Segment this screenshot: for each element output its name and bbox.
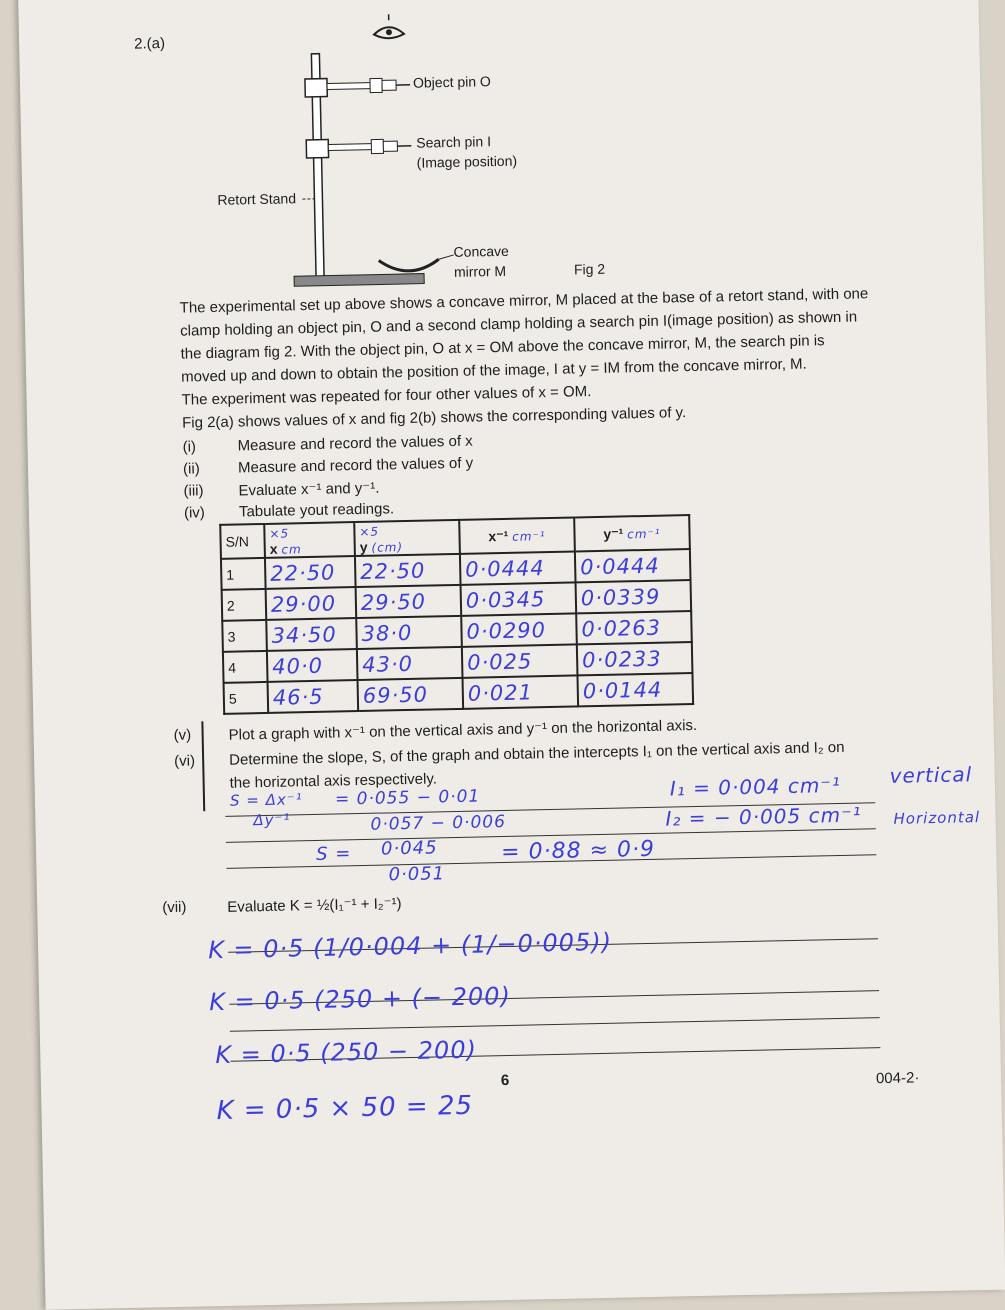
k-working-2: K = 0·5 (250 + (− 200) [209,982,511,1016]
y-header-label: y [360,539,368,555]
task-text-4: Tabulate yout readings. [239,500,394,520]
margin-bar [201,721,205,811]
part-vii-text: Evaluate K = ½(I₁⁻¹ + I₂⁻¹) [227,894,402,916]
task-num-4: (iv) [184,504,205,521]
retort-base [294,274,424,287]
i2-note: Horizontal [893,808,980,828]
row-y: 22·50 [355,554,461,587]
y-unit-note: (cm) [371,540,403,555]
row-yinv: 0·0263 [576,611,692,644]
header-x [264,522,355,558]
x-header-label: x [270,541,278,557]
lower-clamp [306,138,411,158]
answer-line [230,1017,880,1032]
question-number: 2.(a) [134,35,165,53]
row-sn: 1 [221,558,266,590]
task-text-2: Measure and record the values of y [238,455,473,477]
part-vi-text-1: Determine the slope, S, of the graph and obtain the intercepts I₁ on the vertical axis and I₂ on [229,739,845,769]
k-working-3: K = 0·5 (250 − 200) [215,1036,477,1069]
eye-icon [374,14,404,39]
row-yinv: 0·0144 [577,673,693,706]
image-position-label: (Image position) [417,153,518,171]
intercept-i1: I₁ = 0·004 cm⁻¹ [670,773,842,801]
row-y: 29·50 [356,585,462,618]
task-num-2: (ii) [183,460,200,477]
row-xinv: 0·0345 [461,582,577,615]
yinv-header-label: y⁻¹ [603,525,623,541]
retort-stand-label: Retort Stand [217,190,296,208]
fig2-diagram [199,8,605,306]
task-num-3: (iii) [183,482,203,499]
slope-label: S = [316,843,352,865]
x-unit-note: cm [281,542,302,556]
xinv-unit-note: cm⁻¹ [512,529,546,544]
row-x: 22·50 [265,556,356,589]
row-xinv: 0·0290 [461,613,577,646]
row-x: 29·00 [266,587,357,620]
intro-line-6: Fig 2(a) shows values of x and fig 2(b) shows the corresponding values of y. [182,404,686,432]
intro-line-5: The experiment was repeated for four other values of x = OM. [181,383,591,409]
slope-definition-top: S = Δx⁻¹ [230,790,303,810]
concave-label: Concave [453,243,509,260]
part-vii-num: (vii) [162,899,187,917]
slope-denominator: 0·057 − 0·006 [370,812,506,835]
row-x: 40·0 [267,649,358,682]
row-yinv: 0·0444 [575,549,691,582]
x-scale-note: ×5 [269,526,289,540]
header-y [354,520,460,556]
yinv-unit-note: cm⁻¹ [627,526,661,541]
y-scale-note: ×5 [359,525,379,539]
row-y: 69·50 [358,678,464,711]
object-pin-label: Object pin O [413,73,491,91]
row-sn: 5 [224,682,269,714]
row-xinv: 0·0444 [460,551,576,584]
intercept-i2: I₂ = − 0·005 cm⁻¹ [665,803,862,831]
row-sn: 2 [222,589,267,621]
i1-note: vertical [889,762,972,788]
row-yinv: 0·0339 [576,580,692,613]
header-xinv [459,517,575,553]
intro-line-1: The experimental set up above shows a concave mirror, M placed at the base of a retort stand, with one [180,285,869,316]
part-vi-num: (vi) [174,752,195,769]
exam-sheet [18,0,1005,1310]
slope-denominator-2: 0·051 [388,863,445,885]
header-yinv [574,515,690,551]
slope-result: = 0·88 ≈ 0·9 [501,837,655,865]
row-sn: 3 [222,620,267,652]
row-sn: 4 [223,651,268,683]
figure-caption: Fig 2 [574,261,605,278]
task-text-3: Evaluate x⁻¹ and y⁻¹. [238,479,379,500]
k-working-1: K = 0·5 (1/0·004 + (1/−0·005)) [208,928,612,964]
row-xinv: 0·025 [462,644,578,677]
row-x: 46·5 [268,680,359,713]
slope-definition-bottom: Δy⁻¹ [253,810,290,829]
concave-mirror [379,259,439,271]
xinv-header-label: x⁻¹ [488,527,508,543]
task-text-1: Measure and record the values of x [237,433,472,455]
page-code: 004-2· [876,1069,920,1087]
task-num-1: (i) [182,438,196,455]
part-v-num: (v) [173,727,191,744]
row-x: 34·50 [266,618,357,651]
intro-line-2: clamp holding an object pin, O and a second clamp holding a search pin I(image position) as shown in [180,309,857,340]
intro-line-4: moved up and down to obtain the position of the image, I at y = IM from the concave mirror, M. [181,356,807,386]
search-pin-label: Search pin I [416,133,491,151]
k-working-4: K = 0·5 × 50 = 25 [216,1091,473,1126]
row-yinv: 0·0233 [577,642,693,675]
slope-numerator-2: 0·045 [381,837,438,859]
row-y: 38·0 [356,616,462,649]
row-xinv: 0·021 [463,675,579,708]
part-v-text: Plot a graph with x⁻¹ on the vertical axis and y⁻¹ on the horizontal axis. [228,716,697,744]
upper-clamp [305,77,410,97]
row-y: 43·0 [357,647,463,680]
intro-line-3: the diagram fig 2. With the object pin, O at x = OM above the concave mirror, M, the search pin is [180,332,824,362]
page-number: 6 [501,1072,510,1089]
header-sn: S/N [220,524,265,559]
mirror-label: mirror M [454,263,506,280]
slope-numerator: = 0·055 − 0·01 [335,786,481,809]
readings-table [219,514,694,715]
part-vi-text-2: the horizontal axis respectively. [229,770,437,791]
